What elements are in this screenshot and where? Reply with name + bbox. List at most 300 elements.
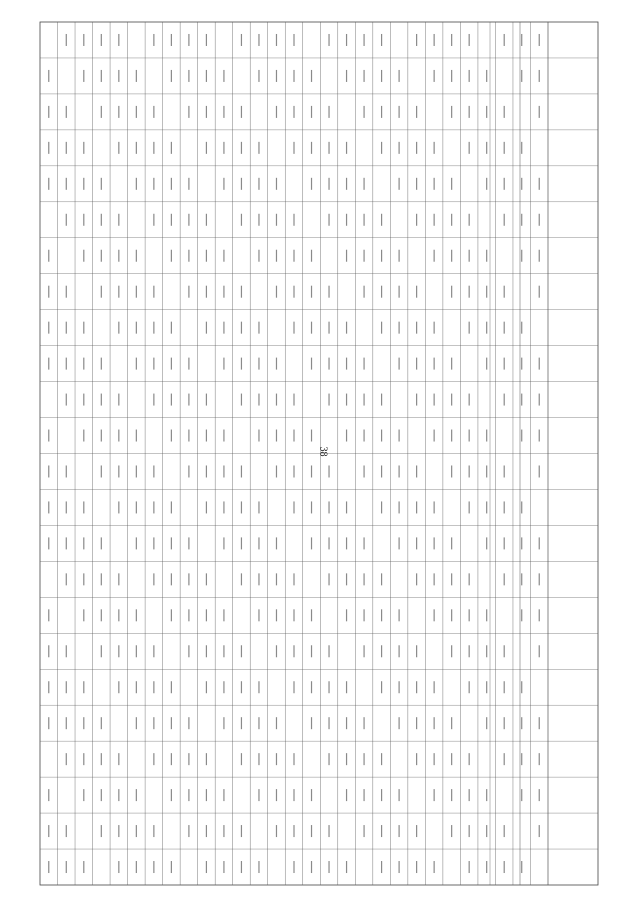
- cell-mark: [223, 717, 224, 729]
- cell-mark: [101, 250, 102, 262]
- cell-mark: [118, 142, 119, 154]
- cell-mark: [48, 681, 49, 693]
- cell-mark: [434, 573, 435, 585]
- cell-mark: [48, 178, 49, 190]
- cell-mark: [153, 465, 154, 477]
- cell-mark: [539, 358, 540, 370]
- cell-mark: [521, 861, 522, 873]
- cell-mark: [241, 178, 242, 190]
- cell-mark: [83, 717, 84, 729]
- cell-mark: [258, 250, 259, 262]
- cell-mark: [48, 70, 49, 82]
- cell-mark: [311, 465, 312, 477]
- cell-mark: [521, 214, 522, 226]
- cell-mark: [434, 358, 435, 370]
- cell-mark: [258, 537, 259, 549]
- cell-mark: [241, 537, 242, 549]
- cell-mark: [521, 789, 522, 801]
- cell-mark: [118, 106, 119, 118]
- cell-mark: [469, 70, 470, 82]
- cell-mark: [206, 645, 207, 657]
- cell-mark: [451, 34, 452, 46]
- cell-mark: [241, 465, 242, 477]
- cell-mark: [504, 34, 505, 46]
- cell-mark: [434, 178, 435, 190]
- cell-mark: [434, 861, 435, 873]
- cell-mark: [293, 645, 294, 657]
- cell-mark: [504, 322, 505, 334]
- cell-mark: [101, 214, 102, 226]
- cell-mark: [223, 465, 224, 477]
- cell-mark: [381, 861, 382, 873]
- cell-mark: [504, 106, 505, 118]
- cell-mark: [136, 250, 137, 262]
- cell-mark: [381, 322, 382, 334]
- cell-mark: [346, 358, 347, 370]
- cell-mark: [241, 573, 242, 585]
- cell-mark: [504, 537, 505, 549]
- cell-mark: [101, 358, 102, 370]
- cell-mark: [399, 106, 400, 118]
- cell-mark: [328, 717, 329, 729]
- cell-mark: [258, 789, 259, 801]
- cell-mark: [451, 645, 452, 657]
- cell-mark: [276, 358, 277, 370]
- cell-mark: [311, 681, 312, 693]
- cell-mark: [223, 430, 224, 442]
- cell-mark: [539, 573, 540, 585]
- cell-mark: [363, 106, 364, 118]
- cell-mark: [539, 430, 540, 442]
- cell-mark: [276, 789, 277, 801]
- cell-mark: [539, 34, 540, 46]
- cell-mark: [434, 250, 435, 262]
- cell-mark: [346, 609, 347, 621]
- cell-mark: [276, 286, 277, 298]
- cell-mark: [83, 681, 84, 693]
- cell-mark: [451, 537, 452, 549]
- cell-mark: [83, 250, 84, 262]
- cell-mark: [258, 753, 259, 765]
- cell-mark: [486, 717, 487, 729]
- cell-mark: [66, 286, 67, 298]
- cell-mark: [363, 250, 364, 262]
- cell-mark: [486, 286, 487, 298]
- cell-mark: [328, 34, 329, 46]
- cell-mark: [381, 681, 382, 693]
- cell-mark: [118, 70, 119, 82]
- cell-mark: [223, 178, 224, 190]
- cell-mark: [153, 394, 154, 406]
- cell-mark: [241, 142, 242, 154]
- cell-mark: [486, 861, 487, 873]
- cell-mark: [381, 286, 382, 298]
- cell-mark: [293, 430, 294, 442]
- cell-mark: [171, 394, 172, 406]
- cell-mark: [276, 106, 277, 118]
- cell-mark: [241, 861, 242, 873]
- cell-mark: [83, 789, 84, 801]
- cell-mark: [101, 465, 102, 477]
- cell-mark: [258, 681, 259, 693]
- cell-mark: [381, 645, 382, 657]
- cell-mark: [363, 34, 364, 46]
- cell-mark: [223, 645, 224, 657]
- cell-mark: [241, 501, 242, 513]
- cell-mark: [346, 717, 347, 729]
- cell-mark: [223, 537, 224, 549]
- cell-mark: [188, 106, 189, 118]
- cell-mark: [66, 358, 67, 370]
- cell-mark: [101, 753, 102, 765]
- cell-mark: [258, 322, 259, 334]
- cell-mark: [399, 178, 400, 190]
- cell-mark: [521, 573, 522, 585]
- cell-mark: [521, 358, 522, 370]
- cell-mark: [416, 34, 417, 46]
- cell-mark: [346, 573, 347, 585]
- cell-mark: [258, 717, 259, 729]
- cell-mark: [486, 825, 487, 837]
- cell-mark: [328, 322, 329, 334]
- cell-mark: [311, 286, 312, 298]
- cell-mark: [258, 573, 259, 585]
- cell-mark: [188, 430, 189, 442]
- cell-mark: [399, 250, 400, 262]
- cell-mark: [48, 430, 49, 442]
- cell-mark: [136, 465, 137, 477]
- cell-mark: [521, 717, 522, 729]
- cell-mark: [469, 430, 470, 442]
- cell-mark: [171, 753, 172, 765]
- cell-mark: [434, 214, 435, 226]
- cell-mark: [171, 537, 172, 549]
- cell-mark: [381, 106, 382, 118]
- cell-mark: [469, 789, 470, 801]
- cell-mark: [258, 142, 259, 154]
- cell-mark: [434, 789, 435, 801]
- cell-mark: [328, 861, 329, 873]
- cell-mark: [206, 250, 207, 262]
- cell-mark: [66, 34, 67, 46]
- cell-mark: [328, 142, 329, 154]
- cell-mark: [451, 214, 452, 226]
- cell-mark: [48, 106, 49, 118]
- cell-mark: [171, 430, 172, 442]
- cell-mark: [118, 430, 119, 442]
- cell-mark: [293, 501, 294, 513]
- cell-mark: [486, 70, 487, 82]
- cell-mark: [346, 501, 347, 513]
- cell-mark: [153, 645, 154, 657]
- cell-mark: [188, 178, 189, 190]
- cell-mark: [434, 322, 435, 334]
- cell-mark: [539, 286, 540, 298]
- cell-mark: [258, 609, 259, 621]
- cell-mark: [101, 178, 102, 190]
- cell-mark: [381, 142, 382, 154]
- cell-mark: [381, 430, 382, 442]
- cell-mark: [48, 717, 49, 729]
- cell-mark: [188, 753, 189, 765]
- cell-mark: [101, 537, 102, 549]
- cell-mark: [293, 861, 294, 873]
- cell-mark: [171, 573, 172, 585]
- cell-mark: [346, 753, 347, 765]
- cell-mark: [136, 645, 137, 657]
- cell-mark: [434, 753, 435, 765]
- cell-mark: [381, 250, 382, 262]
- cell-mark: [539, 70, 540, 82]
- cell-mark: [311, 645, 312, 657]
- cell-mark: [223, 142, 224, 154]
- cell-mark: [399, 609, 400, 621]
- cell-mark: [83, 537, 84, 549]
- cell-mark: [66, 178, 67, 190]
- cell-mark: [136, 861, 137, 873]
- cell-mark: [399, 717, 400, 729]
- cell-mark: [311, 501, 312, 513]
- cell-mark: [451, 394, 452, 406]
- cell-mark: [363, 286, 364, 298]
- cell-mark: [206, 789, 207, 801]
- cell-mark: [153, 106, 154, 118]
- cell-mark: [293, 573, 294, 585]
- cell-mark: [118, 250, 119, 262]
- cell-mark: [83, 214, 84, 226]
- cell-mark: [293, 825, 294, 837]
- cell-mark: [328, 465, 329, 477]
- cell-mark: [469, 465, 470, 477]
- cell-mark: [188, 250, 189, 262]
- cell-mark: [469, 753, 470, 765]
- cell-mark: [206, 34, 207, 46]
- cell-mark: [416, 501, 417, 513]
- cell-mark: [539, 214, 540, 226]
- cell-mark: [311, 250, 312, 262]
- cell-mark: [83, 178, 84, 190]
- cell-mark: [206, 142, 207, 154]
- cell-mark: [346, 430, 347, 442]
- cell-mark: [346, 250, 347, 262]
- cell-mark: [451, 825, 452, 837]
- cell-mark: [451, 430, 452, 442]
- cell-mark: [118, 573, 119, 585]
- cell-mark: [258, 70, 259, 82]
- cell-mark: [504, 717, 505, 729]
- cell-mark: [206, 573, 207, 585]
- cell-mark: [311, 825, 312, 837]
- cell-mark: [363, 717, 364, 729]
- cell-mark: [83, 358, 84, 370]
- cell-mark: [66, 861, 67, 873]
- cell-mark: [363, 178, 364, 190]
- cell-mark: [328, 753, 329, 765]
- cell-mark: [188, 214, 189, 226]
- cell-mark: [258, 358, 259, 370]
- cell-mark: [276, 70, 277, 82]
- cell-mark: [118, 322, 119, 334]
- cell-mark: [451, 717, 452, 729]
- cell-mark: [118, 34, 119, 46]
- cell-mark: [241, 825, 242, 837]
- cell-mark: [206, 753, 207, 765]
- cell-mark: [311, 322, 312, 334]
- cell-mark: [48, 501, 49, 513]
- cell-mark: [48, 645, 49, 657]
- cell-mark: [83, 573, 84, 585]
- cell-mark: [521, 430, 522, 442]
- cell-mark: [188, 789, 189, 801]
- cell-mark: [66, 501, 67, 513]
- cell-mark: [346, 394, 347, 406]
- cell-mark: [293, 286, 294, 298]
- cell-mark: [258, 34, 259, 46]
- cell-mark: [223, 825, 224, 837]
- cell-mark: [276, 250, 277, 262]
- cell-mark: [486, 609, 487, 621]
- cell-mark: [136, 358, 137, 370]
- cell-mark: [521, 34, 522, 46]
- cell-mark: [101, 717, 102, 729]
- cell-mark: [311, 106, 312, 118]
- cell-mark: [83, 430, 84, 442]
- cell-mark: [171, 70, 172, 82]
- cell-mark: [136, 537, 137, 549]
- cell-mark: [416, 753, 417, 765]
- cell-mark: [539, 645, 540, 657]
- cell-mark: [83, 70, 84, 82]
- cell-mark: [66, 645, 67, 657]
- cell-mark: [66, 142, 67, 154]
- cell-mark: [136, 178, 137, 190]
- cell-mark: [504, 645, 505, 657]
- cell-mark: [434, 394, 435, 406]
- cell-mark: [241, 358, 242, 370]
- cell-mark: [346, 681, 347, 693]
- cell-mark: [521, 322, 522, 334]
- cell-mark: [416, 106, 417, 118]
- cell-mark: [381, 825, 382, 837]
- cell-mark: [136, 609, 137, 621]
- cell-mark: [293, 609, 294, 621]
- cell-mark: [206, 861, 207, 873]
- cell-mark: [241, 34, 242, 46]
- cell-mark: [346, 322, 347, 334]
- cell-mark: [381, 70, 382, 82]
- cell-mark: [276, 645, 277, 657]
- cell-mark: [504, 825, 505, 837]
- cell-mark: [276, 573, 277, 585]
- cell-mark: [504, 861, 505, 873]
- cell-mark: [171, 250, 172, 262]
- cell-mark: [153, 142, 154, 154]
- cell-mark: [136, 430, 137, 442]
- cell-mark: [188, 70, 189, 82]
- cell-mark: [293, 142, 294, 154]
- cell-mark: [223, 501, 224, 513]
- cell-mark: [311, 358, 312, 370]
- cell-mark: [206, 465, 207, 477]
- cell-mark: [504, 214, 505, 226]
- cell-mark: [101, 645, 102, 657]
- cell-mark: [223, 681, 224, 693]
- cell-mark: [469, 34, 470, 46]
- cell-mark: [381, 609, 382, 621]
- cell-mark: [223, 70, 224, 82]
- cell-mark: [434, 681, 435, 693]
- cell-mark: [399, 501, 400, 513]
- cell-mark: [66, 681, 67, 693]
- cell-mark: [416, 394, 417, 406]
- cell-mark: [136, 322, 137, 334]
- cell-mark: [328, 106, 329, 118]
- cell-mark: [206, 214, 207, 226]
- cell-mark: [486, 681, 487, 693]
- cell-mark: [486, 106, 487, 118]
- cell-mark: [171, 789, 172, 801]
- cell-mark: [346, 142, 347, 154]
- cell-mark: [469, 214, 470, 226]
- cell-mark: [363, 70, 364, 82]
- cell-mark: [363, 358, 364, 370]
- cell-mark: [399, 465, 400, 477]
- cell-mark: [416, 142, 417, 154]
- cell-mark: [451, 250, 452, 262]
- cell-mark: [241, 322, 242, 334]
- cell-mark: [118, 861, 119, 873]
- cell-mark: [363, 465, 364, 477]
- cell-mark: [311, 178, 312, 190]
- cell-mark: [136, 142, 137, 154]
- cell-mark: [363, 609, 364, 621]
- cell-mark: [311, 717, 312, 729]
- cell-mark: [346, 34, 347, 46]
- cell-mark: [399, 70, 400, 82]
- cell-mark: [504, 753, 505, 765]
- cell-mark: [188, 825, 189, 837]
- cell-mark: [83, 142, 84, 154]
- cell-mark: [486, 789, 487, 801]
- cell-mark: [416, 825, 417, 837]
- cell-mark: [539, 789, 540, 801]
- cell-mark: [521, 250, 522, 262]
- cell-mark: [118, 214, 119, 226]
- cell-mark: [276, 430, 277, 442]
- cell-mark: [399, 537, 400, 549]
- cell-mark: [311, 609, 312, 621]
- cell-mark: [416, 681, 417, 693]
- cell-mark: [416, 645, 417, 657]
- cell-mark: [451, 753, 452, 765]
- cell-mark: [293, 70, 294, 82]
- cell-mark: [416, 358, 417, 370]
- cell-mark: [311, 430, 312, 442]
- cell-mark: [469, 250, 470, 262]
- cell-mark: [206, 430, 207, 442]
- cell-mark: [206, 609, 207, 621]
- cell-mark: [504, 501, 505, 513]
- cell-mark: [153, 753, 154, 765]
- cell-mark: [48, 609, 49, 621]
- cell-mark: [153, 537, 154, 549]
- cell-mark: [451, 178, 452, 190]
- cell-mark: [399, 142, 400, 154]
- cell-mark: [136, 789, 137, 801]
- cell-mark: [434, 430, 435, 442]
- cell-mark: [504, 286, 505, 298]
- cell-mark: [328, 214, 329, 226]
